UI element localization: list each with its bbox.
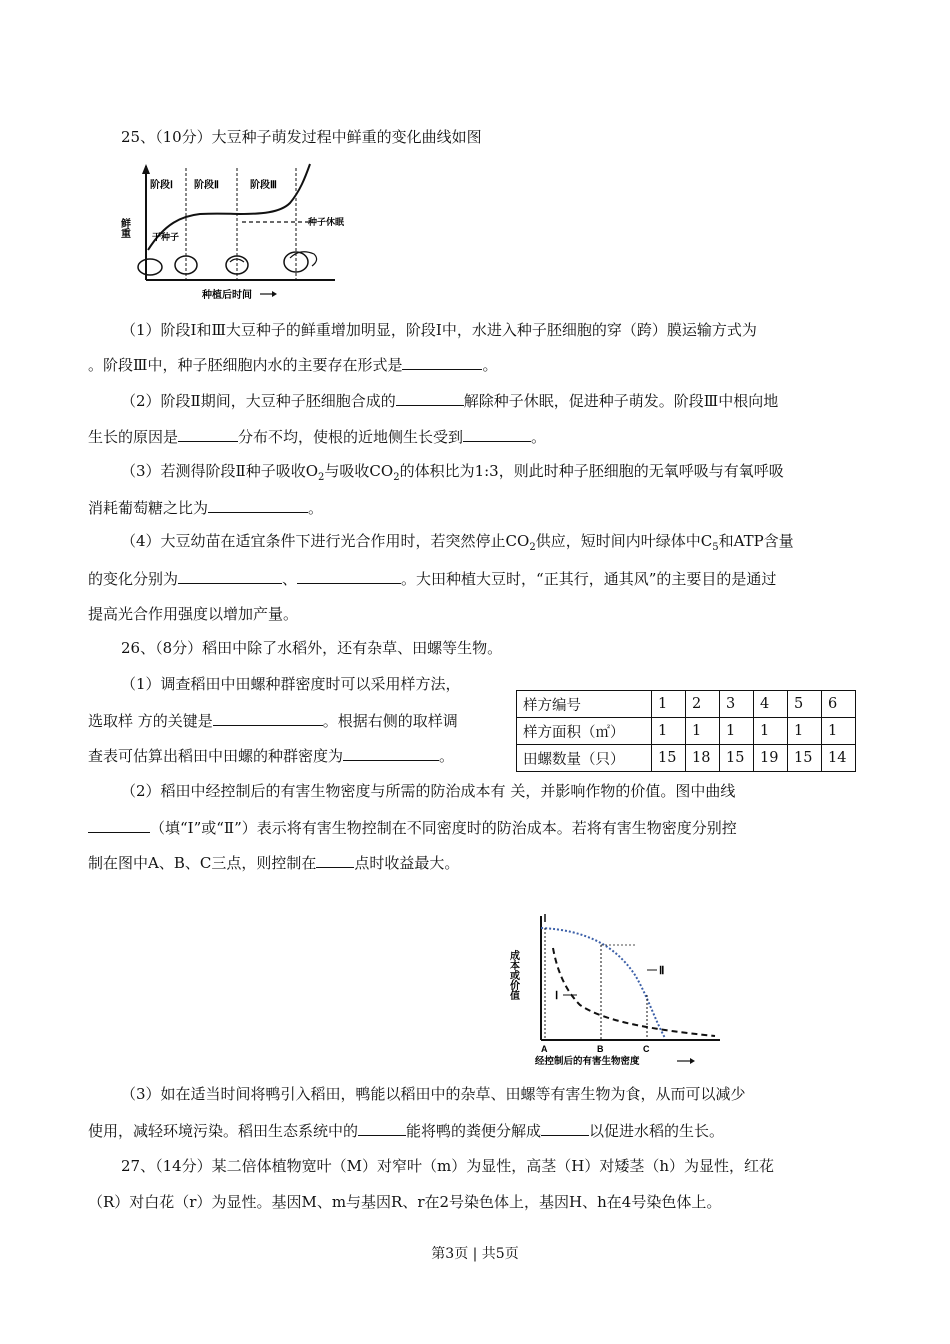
q25-p3-line2: 消耗葡萄糖之比为 。 [88, 496, 323, 519]
y-axis-label: 鲜重 [118, 218, 130, 238]
stage3-label: 阶段Ⅲ [250, 180, 277, 191]
point-a-label: A [541, 1044, 548, 1054]
dormancy-label: 种子休眠 [308, 217, 345, 227]
curve-ii-label: Ⅱ [659, 965, 665, 977]
q26-p2-line3: 制在图中A、B、C三点，则控制在 点时收益最大。 [88, 851, 459, 874]
seed-fresh-weight-figure [120, 158, 350, 303]
q25-title: 25、（10分）大豆种子萌发过程中鲜重的变化曲线如图 [121, 128, 482, 146]
q26-p1-line2: 选取样 方的关键是 。根据右侧的取样调 [88, 709, 458, 732]
table-row-quadrat-area: 样方面积（㎡） 1 1 1 1 1 1 [517, 718, 856, 745]
q25-p1-line2: 。阶段Ⅲ中，种子胚细胞内水的主要存在形式是 。 [88, 353, 497, 376]
table-row-quadrat-id: 样方编号 1 2 3 4 5 6 [517, 691, 856, 718]
q26-p3-line2: 使用，减轻环境污染。稻田生态系统中的 能将鸭的粪便分解成 以促进水稻的生长。 [88, 1119, 724, 1142]
y-axis-label: 成本或价值 [507, 950, 519, 1000]
q25-p2-line1: （2）阶段Ⅱ期间，大豆种子胚细胞合成的 解除种子休眠，促进种子萌发。阶段Ⅲ中根向地 [121, 389, 778, 412]
q26-p2-line2: （填“Ⅰ”或“Ⅱ”）表示将有害生物控制在不同密度时的防治成本。若将有害生物密度分别控 [88, 816, 737, 839]
stage2-label: 阶段Ⅱ [194, 180, 219, 191]
q27-line2: （R）对白花（r）为显性。基因M、m与基因R、r在2号染色体上，基因H、h在4号染色体上。 [88, 1193, 722, 1211]
q27-line1: 27、（14分）某二倍体植物宽叶（M）对窄叶（m）为显性，高茎（H）对矮茎（h）为显性，红花 [121, 1157, 775, 1175]
q26-p2-line1: （2）稻田中经控制后的有害生物密度与所需的防治成本有 关，并影响作物的价值。图中曲线 [121, 782, 736, 800]
point-c-label: C [643, 1044, 650, 1054]
pest-control-cost-figure [505, 910, 725, 1070]
q25-p4-line2: 的变化分别为 、 。大田种植大豆时，“正其行，通其风”的主要目的是通过 [88, 567, 776, 590]
q25-p4-line1: （4）大豆幼苗在适宜条件下进行光合作用时，若突然停止$CO_2$供应，短时间内叶绿体中$C_5$和ATP含量 [121, 532, 794, 553]
x-axis-label: 经控制后的有害生物密度 [535, 1056, 640, 1067]
q25-p4-line3: 提高光合作用强度以增加产量。 [88, 605, 299, 623]
table-row-snail-count: 田螺数量（只） 15 18 15 19 15 14 [517, 745, 856, 772]
page-footer: 第3页 | 共5页 [431, 1246, 519, 1262]
curve-i-label: Ⅰ [555, 990, 559, 1002]
stage1-label: 阶段Ⅰ [150, 180, 173, 191]
q26-title: 26、（8分）稻田中除了水稻外，还有杂草、田螺等生物。 [121, 639, 503, 657]
q25-p2-line2: 生长的原因是 分布不均，使根的近地侧生长受到 。 [88, 425, 546, 448]
q25-p1-line1: （1）阶段Ⅰ和Ⅲ大豆种子的鲜重增加明显，阶段Ⅰ中，水进入种子胚细胞的穿（跨）膜运输方式为 [121, 321, 757, 339]
q25-p3-line1: （3）若测得阶段Ⅱ种子吸收$O_2$与吸收$CO_2$的体积比为1:3，则此时种子胚细胞的无氧呼吸与有氧呼吸 [121, 462, 784, 483]
x-axis-label: 种植后时间 [202, 290, 252, 301]
point-b-label: B [597, 1044, 604, 1054]
q26-p1-line3: 查表可估算出稻田中田螺的种群密度为 。 [88, 744, 454, 767]
dry-seed-label: 干种子 [152, 232, 180, 242]
q26-p3-line1: （3）如在适当时间将鸭引入稻田，鸭能以稻田中的杂草、田螺等有害生物为食，从而可以减少 [121, 1085, 746, 1103]
q26-p1-line1: （1）调查稻田中田螺种群密度时可以采用样方法， [121, 675, 461, 693]
quadrat-table [516, 690, 856, 772]
